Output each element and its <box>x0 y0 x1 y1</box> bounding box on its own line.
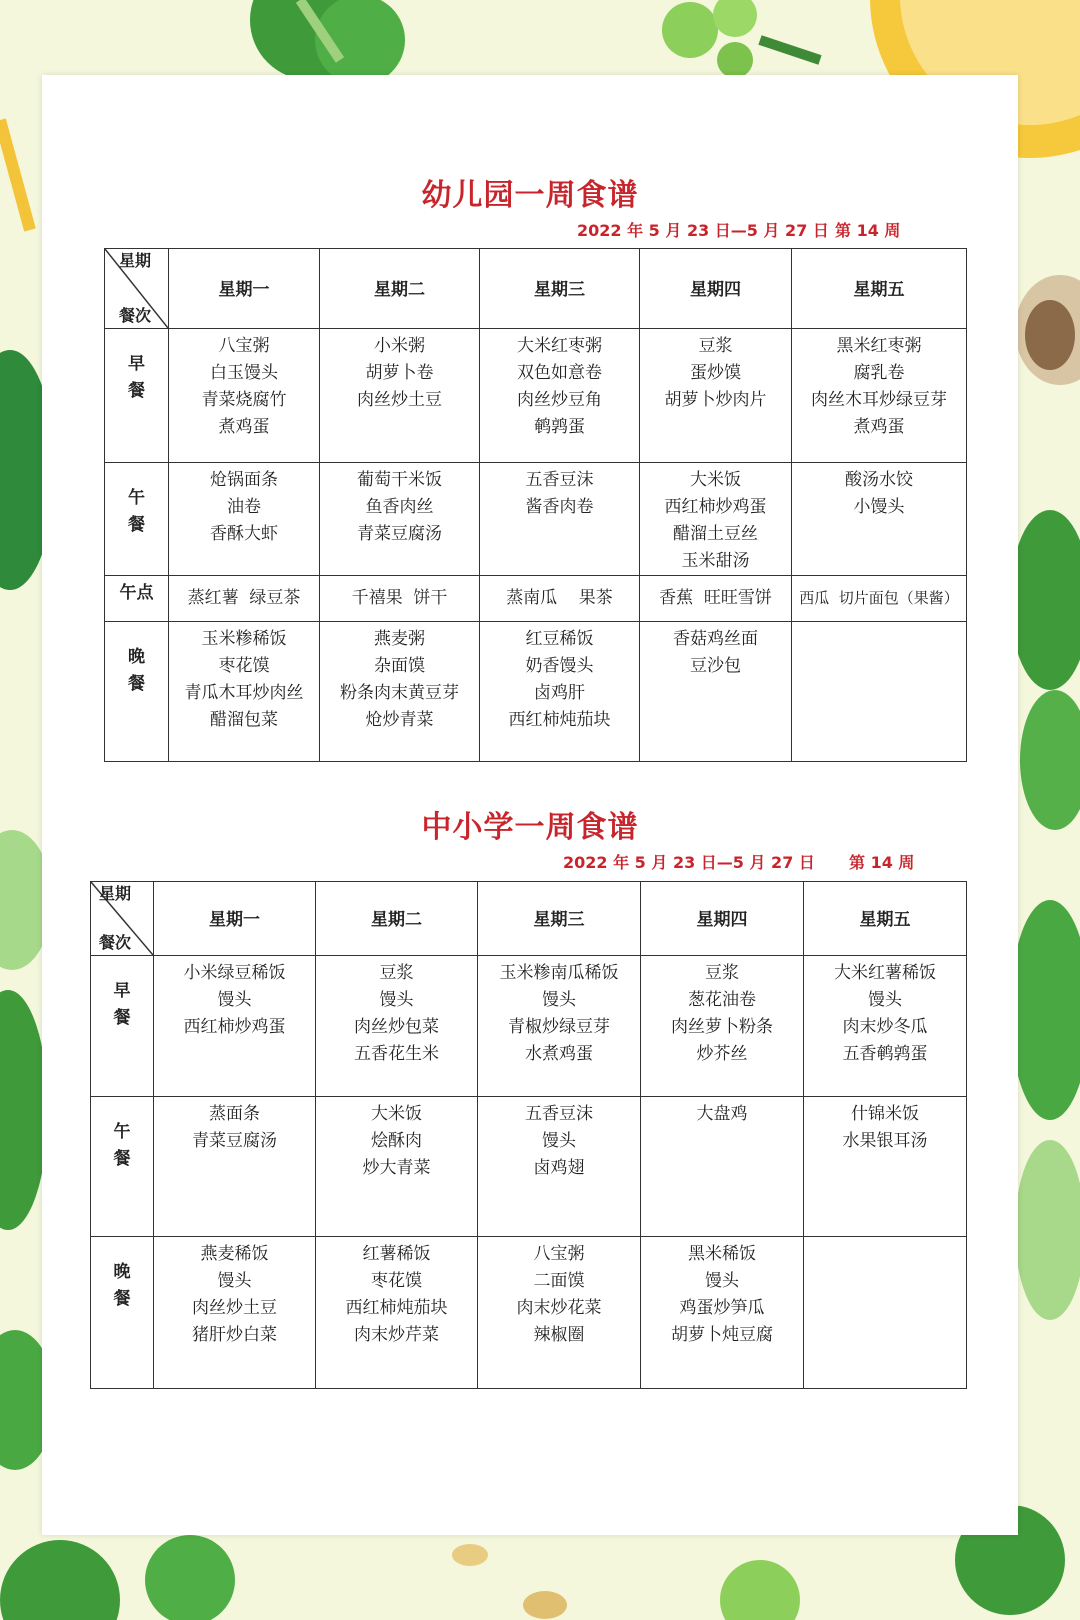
meal-row <box>105 622 967 762</box>
dish-item: 八宝粥 <box>533 1244 585 1264</box>
dish-item: 肉丝炒土豆 <box>192 1298 277 1318</box>
menu-cell-wed <box>480 576 640 622</box>
dish-item: 馒头 <box>379 990 414 1010</box>
dish-item: 黑米红枣粥 <box>836 336 922 356</box>
kindergarten-date-range: 2022 年 5 月 23 日—5 月 27 日 <box>577 221 829 240</box>
menu-cell-mon <box>154 956 316 1097</box>
day-header-tue: 星期二 <box>316 882 478 956</box>
dish-item: 酸汤水饺 <box>845 470 913 490</box>
menu-cell-wed <box>478 1237 641 1389</box>
dish-item: 馒头 <box>217 1271 252 1291</box>
kindergarten-week: 第 14 周 <box>835 221 901 240</box>
dish-item: 香蕉 旺旺雪饼 <box>659 588 772 608</box>
dish-item: 五香鹌鹑蛋 <box>842 1044 928 1064</box>
dish-item: 燕麦粥 <box>374 629 425 649</box>
menu-cell-thu <box>641 1097 804 1237</box>
menu-cell-fri <box>804 956 967 1097</box>
dish-item: 肉末炒花菜 <box>516 1298 602 1318</box>
dish-item: 西红柿炒鸡蛋 <box>183 1017 286 1037</box>
dish-item: 青菜烧腐竹 <box>201 390 287 410</box>
school-date-range: 2022 年 5 月 23 日—5 月 27 日 <box>563 853 815 872</box>
dish-item: 大盘鸡 <box>696 1104 748 1124</box>
dish-item: 馒头 <box>705 1271 739 1291</box>
meal-label <box>91 956 154 1097</box>
dish-item: 粉条肉末黄豆芽 <box>340 683 459 703</box>
dish-item: 青瓜木耳炒肉丝 <box>184 683 304 703</box>
dish-item: 白玉馒头 <box>210 363 278 383</box>
dish-item: 辣椒圈 <box>533 1325 585 1345</box>
school-title: 中小学一周食谱 <box>421 810 639 845</box>
menu-cell-thu <box>640 576 792 622</box>
day-header-fri: 星期五 <box>792 249 967 329</box>
header-row <box>105 249 967 329</box>
dish-item: 五香豆沫 <box>525 1104 593 1124</box>
meal-label-char: 午 <box>119 583 137 603</box>
meal-label-char: 早 <box>128 354 145 374</box>
dish-item: 葡萄干米饭 <box>357 470 442 490</box>
dish-item: 馒头 <box>217 990 252 1010</box>
dish-item: 大米饭 <box>690 470 741 490</box>
day-header-thu: 星期四 <box>640 249 792 329</box>
day-header-thu: 星期四 <box>641 882 804 956</box>
dish-item: 鱼香肉丝 <box>365 497 434 517</box>
menu-cell-mon <box>169 622 320 762</box>
corner-cell <box>105 249 169 329</box>
dish-item: 腐乳卷 <box>853 363 905 383</box>
dish-item: 馒头 <box>542 990 576 1010</box>
meal-row <box>105 576 967 622</box>
day-header-mon: 星期一 <box>154 882 316 956</box>
day-header-wed: 星期三 <box>478 882 641 956</box>
meal-label <box>105 622 169 762</box>
menu-cell-tue <box>316 1097 478 1237</box>
meal-label <box>91 1237 154 1389</box>
dish-item: 豆浆 <box>705 963 739 983</box>
dish-item: 水果银耳汤 <box>842 1131 928 1151</box>
meal-row <box>91 1237 967 1389</box>
dish-item: 蒸面条 <box>209 1104 260 1124</box>
dish-item: 青菜豆腐汤 <box>192 1131 277 1151</box>
menu-cell-fri <box>804 1237 967 1389</box>
dish-item: 西红柿炖茄块 <box>345 1298 448 1318</box>
corner-bottom-label: 餐次 <box>99 933 132 952</box>
menu-cell-fri <box>804 1097 967 1237</box>
dish-item: 蒸红薯 绿豆茶 <box>187 588 301 608</box>
menu-sheet <box>42 75 1018 1535</box>
dish-item: 卤鸡翅 <box>533 1158 585 1178</box>
menu-cell-fri <box>792 463 967 576</box>
dish-item: 馒头 <box>868 990 902 1010</box>
dish-item: 蒸南瓜 果茶 <box>506 588 613 608</box>
meal-label-char: 点 <box>136 583 154 603</box>
dish-item: 玉米甜汤 <box>681 551 750 571</box>
dish-item: 枣花馍 <box>218 656 270 676</box>
dish-item: 五香花生米 <box>354 1044 439 1064</box>
dish-item: 蛋炒馍 <box>690 363 741 383</box>
dish-item: 八宝粥 <box>218 336 270 356</box>
menu-cell-wed <box>480 329 640 463</box>
day-header-fri: 星期五 <box>804 882 967 956</box>
dish-item: 胡萝卜卷 <box>365 363 434 383</box>
menu-cell-thu <box>641 1237 804 1389</box>
meal-row <box>91 1097 967 1237</box>
meal-label-char: 餐 <box>113 1008 131 1028</box>
dish-item: 奶香馒头 <box>525 656 594 676</box>
menu-cell-tue <box>320 576 480 622</box>
school-menu-table <box>90 881 967 1389</box>
menu-cell-mon <box>154 1237 316 1389</box>
dish-item: 炒大青菜 <box>362 1158 431 1178</box>
dish-item: 玉米糁稀饭 <box>201 629 287 649</box>
dish-item: 西红柿炖茄块 <box>508 710 611 730</box>
dish-item: 肉末炒冬瓜 <box>842 1017 928 1037</box>
meal-label <box>105 576 169 622</box>
dish-item: 西红柿炒鸡蛋 <box>664 497 767 517</box>
dish-item: 大米红薯稀饭 <box>834 963 936 983</box>
dish-item: 大米饭 <box>371 1104 422 1124</box>
meal-label <box>105 463 169 576</box>
menu-cell-thu <box>640 622 792 762</box>
corner-top-label: 星期 <box>99 884 132 903</box>
dish-item: 肉丝炒豆角 <box>517 390 602 410</box>
dish-item: 鹌鹑蛋 <box>534 417 585 437</box>
dish-item: 香酥大虾 <box>210 524 278 544</box>
dish-item: 烩酥肉 <box>371 1131 422 1151</box>
dish-item: 黑米稀饭 <box>688 1244 756 1264</box>
day-header-mon: 星期一 <box>169 249 320 329</box>
dish-item: 西瓜 切片面包（果酱） <box>799 589 959 607</box>
dish-item: 炒芥丝 <box>696 1044 748 1064</box>
dish-item: 肉丝木耳炒绿豆芽 <box>811 390 947 410</box>
dish-item: 醋溜包菜 <box>210 710 278 730</box>
dish-item: 水煮鸡蛋 <box>525 1044 593 1064</box>
dish-item: 豆浆 <box>698 336 733 356</box>
menu-cell-fri <box>792 576 967 622</box>
meal-row <box>105 463 967 576</box>
dish-item: 肉丝炒土豆 <box>357 390 442 410</box>
dish-item: 炝锅面条 <box>210 470 278 490</box>
meal-label-char: 餐 <box>113 1149 131 1169</box>
meal-label-char: 餐 <box>128 381 145 401</box>
corner-cell <box>91 882 154 956</box>
dish-item: 炝炒青菜 <box>365 710 434 730</box>
meal-label-char: 午 <box>113 1122 131 1142</box>
meal-label-char: 餐 <box>113 1289 131 1309</box>
menu-cell-tue <box>320 622 480 762</box>
menu-cell-fri <box>792 622 967 762</box>
dish-item: 油卷 <box>227 497 261 517</box>
corner-top-label: 星期 <box>119 251 152 270</box>
meal-label <box>91 1097 154 1237</box>
menu-cell-mon <box>169 329 320 463</box>
menu-cell-wed <box>480 622 640 762</box>
dish-item: 燕麦稀饭 <box>200 1244 269 1264</box>
dish-item: 杂面馍 <box>374 656 425 676</box>
meal-row <box>91 956 967 1097</box>
menu-cell-mon <box>169 463 320 576</box>
school-week: 第 14 周 <box>849 853 915 872</box>
menu-cell-wed <box>478 1097 641 1237</box>
menu-cell-tue <box>316 956 478 1097</box>
dish-item: 小馒头 <box>853 497 905 517</box>
meal-label-char: 晚 <box>113 1262 131 1282</box>
dish-item: 香菇鸡丝面 <box>673 629 758 649</box>
dish-item: 青椒炒绿豆芽 <box>508 1017 610 1037</box>
dish-item: 豆沙包 <box>690 656 741 676</box>
menu-cell-tue <box>316 1237 478 1389</box>
menu-cell-mon <box>154 1097 316 1237</box>
dish-item: 小米粥 <box>374 336 425 356</box>
menu-cell-thu <box>640 329 792 463</box>
dish-item: 葱花油卷 <box>688 990 756 1010</box>
dish-item: 煮鸡蛋 <box>218 417 270 437</box>
dish-item: 鸡蛋炒笋瓜 <box>679 1298 765 1318</box>
dish-item: 青菜豆腐汤 <box>357 524 442 544</box>
menu-cell-fri <box>792 329 967 463</box>
dish-item: 二面馍 <box>533 1271 585 1291</box>
dish-item: 什锦米饭 <box>851 1104 919 1124</box>
dish-item: 胡萝卜炖豆腐 <box>671 1325 773 1345</box>
menu-cell-thu <box>640 463 792 576</box>
dish-item: 煮鸡蛋 <box>853 417 905 437</box>
meal-label-char: 餐 <box>128 674 145 694</box>
meal-label-char: 午 <box>128 488 145 508</box>
menu-cell-wed <box>478 956 641 1097</box>
dish-item: 五香豆沫 <box>525 470 594 490</box>
dish-item: 大米红枣粥 <box>517 336 602 356</box>
dish-item: 肉丝萝卜粉条 <box>671 1017 773 1037</box>
dish-item: 肉丝炒包菜 <box>354 1017 439 1037</box>
dish-item: 枣花馍 <box>371 1271 422 1291</box>
dish-item: 玉米糁南瓜稀饭 <box>499 963 619 983</box>
dish-item: 红薯稀饭 <box>362 1244 431 1264</box>
dish-item: 双色如意卷 <box>517 363 602 383</box>
dish-item: 肉末炒芹菜 <box>354 1325 439 1345</box>
dish-item: 豆浆 <box>379 963 414 983</box>
kindergarten-title: 幼儿园一周食谱 <box>421 178 639 213</box>
dish-item: 胡萝卜炒肉片 <box>664 390 767 410</box>
dish-item: 红豆稀饭 <box>525 629 594 649</box>
meal-label-char: 早 <box>113 981 131 1001</box>
menu-cell-tue <box>320 329 480 463</box>
meal-label <box>105 329 169 463</box>
meal-label-char: 餐 <box>128 515 145 535</box>
dish-item: 卤鸡肝 <box>534 683 585 703</box>
kindergarten-menu-table <box>104 248 967 762</box>
day-header-wed: 星期三 <box>480 249 640 329</box>
menu-cell-thu <box>641 956 804 1097</box>
meal-label-char: 晚 <box>128 647 145 667</box>
header-row <box>91 882 967 956</box>
dish-item: 醋溜土豆丝 <box>673 524 758 544</box>
dish-item: 馒头 <box>542 1131 576 1151</box>
menu-cell-mon <box>169 576 320 622</box>
menu-cell-tue <box>320 463 480 576</box>
corner-bottom-label: 餐次 <box>119 306 152 325</box>
dish-item: 小米绿豆稀饭 <box>183 963 286 983</box>
dish-item: 千禧果 饼干 <box>351 588 448 608</box>
dish-item: 酱香肉卷 <box>525 497 594 517</box>
menu-cell-wed <box>480 463 640 576</box>
meal-row <box>105 329 967 463</box>
day-header-tue: 星期二 <box>320 249 480 329</box>
dish-item: 猪肝炒白菜 <box>192 1325 277 1345</box>
